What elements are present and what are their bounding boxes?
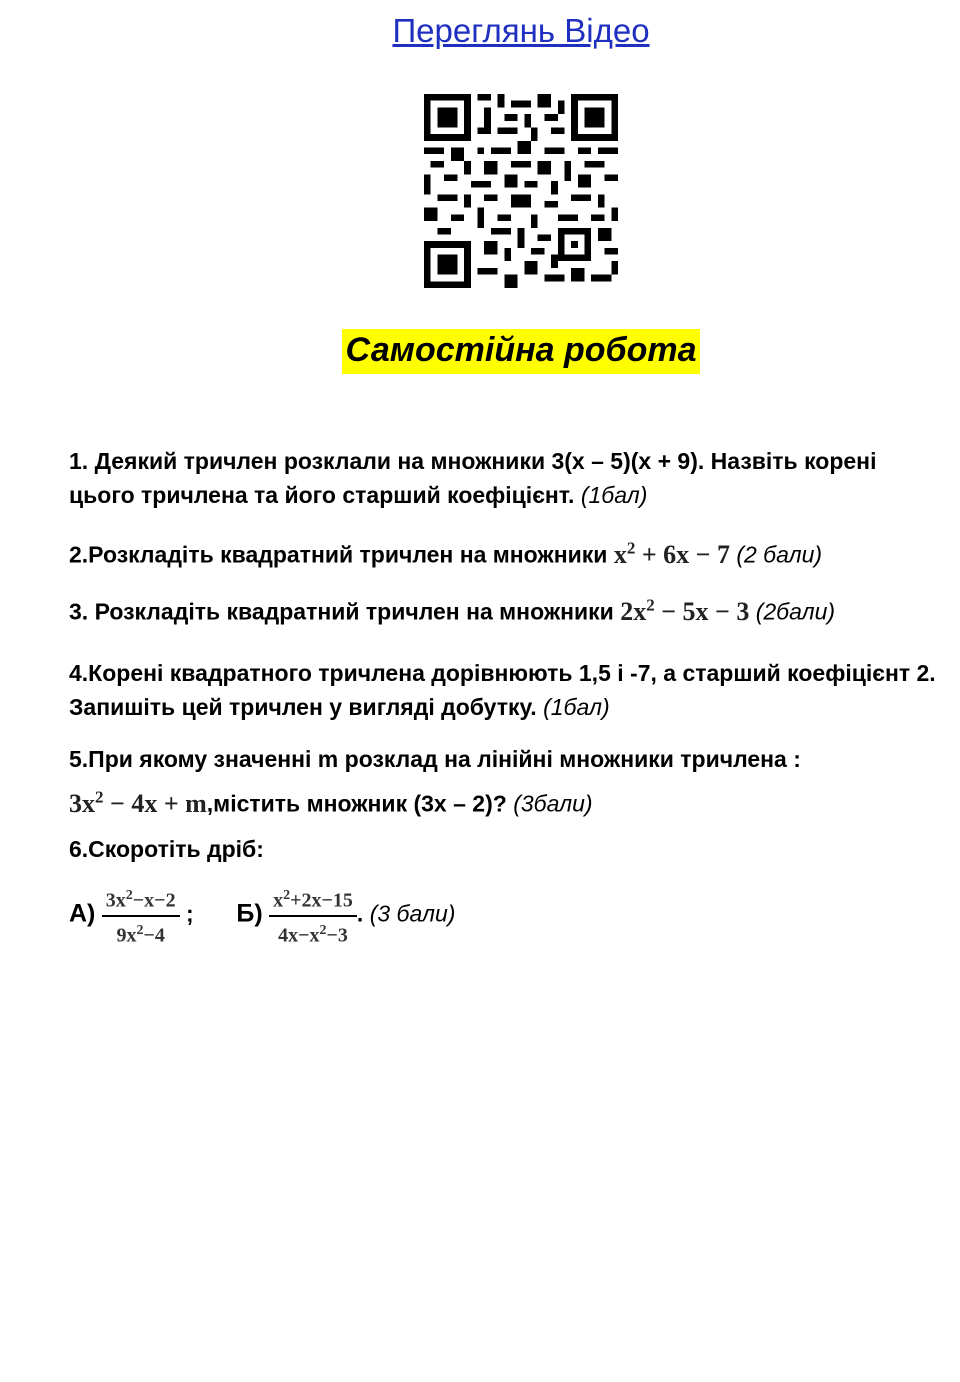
- task-3: [69, 588, 835, 629]
- task-5-points: (3бали): [513, 790, 593, 817]
- video-link[interactable]: Переглянь Відео: [392, 12, 650, 49]
- worksheet-title: Самостійна робота: [342, 329, 701, 374]
- fraction-separator: ;: [185, 900, 194, 927]
- task-4-line-2: [69, 690, 936, 724]
- task-5-line-2: [69, 780, 801, 821]
- task-4-line-1: 4.Корені квадратного тричлена дорівнюють 1,5 і -7, а старший коефіцієнт 2.: [69, 660, 936, 686]
- fraction-end-dot: .: [356, 900, 364, 927]
- title-wrapper: [0, 329, 960, 374]
- task-1: [69, 444, 876, 512]
- task-2-points: (2 бали): [736, 541, 823, 568]
- task-4: [69, 656, 936, 724]
- task-1-points: (1бал): [580, 482, 648, 508]
- task-1-text: цього тричлена та його старший коефіцієнт.: [69, 482, 575, 508]
- fraction-b-denominator: $4x-x^2-3$: [278, 922, 348, 947]
- task-5-line-1: 5.При якому значенні m розклад на лінійні множники тричлена :: [69, 746, 801, 772]
- fraction-a-label: А): [69, 899, 96, 928]
- fraction-a-numerator: $3x^2-x-2$: [102, 884, 180, 917]
- task-3-points: (2бали): [755, 598, 836, 625]
- task-4-points: (1бал): [543, 694, 610, 720]
- task-2: [69, 531, 822, 572]
- fraction-b-label: Б): [236, 899, 263, 928]
- fraction-b: [269, 884, 357, 947]
- fraction-b-numerator: $x^2+2x-15$: [269, 884, 357, 917]
- task-6-heading: 6.Скоротіть дріб:: [69, 836, 264, 862]
- fraction-a-denominator: $9x^2-4$: [116, 922, 165, 947]
- task-2-expression: $x^2 + 6x - 7$: [613, 538, 730, 569]
- task-1-line-2: [69, 478, 876, 512]
- task-5-text: ,містить множник (3x – 2)?: [206, 790, 507, 817]
- task-5: [69, 742, 801, 821]
- task-3-text: 3. Розкладіть квадратний тричлен на множники: [69, 598, 614, 625]
- task-5-expression: $3x^2 - 4x + m$: [69, 787, 207, 818]
- task-6-points: (3 бали): [369, 900, 456, 927]
- qr-code: [424, 94, 618, 288]
- task-2-text: 2.Розкладіть квадратний тричлен на множники: [69, 541, 608, 568]
- task-3-expression: $2x^2 - 5x - 3$: [620, 595, 750, 626]
- task-4-text: Запишіть цей тричлен у вигляді добутку.: [69, 694, 537, 720]
- task-6: [69, 832, 264, 866]
- task-1-line-1: 1. Деякий тричлен розклали на множники 3(x – 5)(x + 9). Назвіть корені: [69, 448, 877, 474]
- task-6-fractions: [69, 884, 455, 947]
- fraction-a: [102, 884, 180, 947]
